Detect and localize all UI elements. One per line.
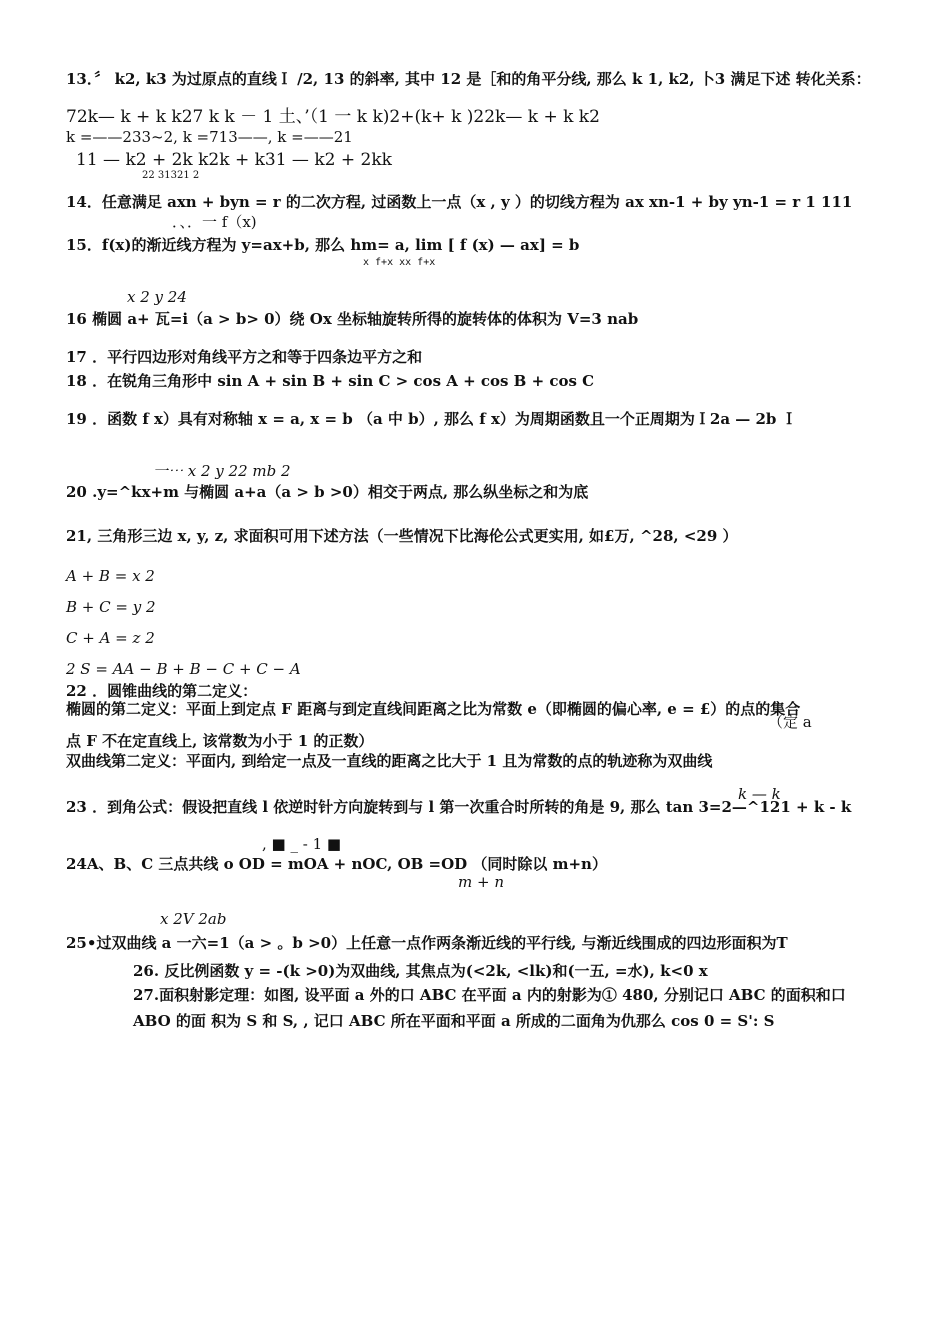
item-18-text: 18 ．在锐角三角形中 sin A + sin B + sin C > cos A + cos B + cos C [66, 372, 595, 390]
item-21-equation-3: C + A = z 2 [66, 629, 155, 647]
item-13-text: 13．〞 k2, k3 为过原点的直线Ｉ /2, 13 的斜率, 其中 12 是［和的角平分线, 那么 k 1, k2, 卜3 满足下述 转化关系： [66, 70, 871, 88]
item-17-text: 17 ．平行四边形对角线平方之和等于四条边平方之和 [66, 348, 423, 366]
item-22-title: 22 ．圆锥曲线的第二定义： [66, 682, 258, 700]
item-21-equation-1: A + B = x 2 [66, 567, 155, 585]
item-27-text: 27.面积射影定理：如图, 设平面 a 外的口 ABC 在平面 a 内的射影为① 480, 分别记口 ABC 的面积和口 [133, 986, 846, 1004]
item-25-numerator: x 2V 2ab [160, 910, 227, 928]
item-21-equation-4: 2 S = AA − B + B − C + C − A [66, 660, 301, 678]
item-21-text: 21, 三角形三边 x, y, z, 求面积可用下述方法（一些情况下比海伦公式更实用, 如£万, ^28, <29 ） [66, 527, 738, 545]
item-22-ellipse-note: （定 a [768, 713, 812, 731]
item-16-text: 16 椭圆 a+ 瓦=i（a > b> 0）绕 Ox 坐标轴旋转所得的旋转体的体积为 V=3 nab [66, 310, 639, 328]
item-24-fraction-top: , ■ _ - 1 ■ [262, 835, 342, 853]
item-13-formula-line-1: 72k— k + k k27 k k － 1 土、’（1 一 k k)2+(k+ k )22k— k + k k2 [66, 107, 600, 127]
item-24-text: 24A、B、C 三点共线 o OD = mOA + nOC, OB =OD （同时除以 m+n） [66, 855, 607, 873]
item-24-denominator: m + n [458, 873, 504, 891]
item-23-text: 23 ．到角公式：假设把直线 l 依逆时针方向旋转到与 l 第一次重合时所转的角是 9, 那么 tan 3=2—^121 + k - k [66, 798, 852, 816]
item-15-text: 15．f(x)的渐近线方程为 y=ax+b, 那么 hm= a, lim [ f (x) — ax] = b [66, 236, 580, 254]
item-20-text: 20 .y=^kx+m 与椭圆 a+a（a > b >0）相交于两点, 那么纵坐标之和为底 [66, 483, 589, 501]
item-26-text: 26. 反比例函数 y = -(k >0)为双曲线, 其焦点为(<2k, <lk)和(一五, =水), k<0 x [133, 962, 708, 980]
item-15-limit-subscripts: x f+x xx f+x [363, 257, 436, 268]
item-22-hyperbola-definition: 双曲线第二定义：平面内, 到给定一点及一直线的距离之比大于 1 且为常数的点的轨迹称为双曲线 [66, 752, 713, 770]
item-23-numerator: k — k [738, 785, 781, 803]
item-27-text-cont: ABO 的面 积为 S 和 S, , 记口 ABC 所在平面和平面 a 所成的二面角为仇那么 cos 0 = S': S [133, 1012, 775, 1030]
item-14-text: 14．任意满足 axn + byn = r 的二次方程, 过函数上一点（x , y ）的切线方程为 ax xn-1 + by yn-1 = r 1 111 [66, 193, 853, 211]
item-14-note: ．、．一 f（x) [172, 213, 257, 231]
item-19-text: 19 ．函数 f x）具有对称轴 x = a, x = b （a 中 b）, 那么 f x）为周期函数且一个正周期为Ｉ2a — 2b Ｉ [66, 410, 797, 428]
item-13-formula-line-3: 11 — k2 + 2k k2k + k31 — k2 + 2kk [76, 150, 392, 170]
item-20-numerator: 一⋯ x 2 y 22 mb 2 [153, 462, 291, 480]
item-22-ellipse-definition: 椭圆的第二定义：平面上到定点 F 距离与到定直线间距离之比为常数 e（即椭圆的偏心率, e = £）的点的集合 [66, 700, 801, 718]
item-13-formula-line-2: k =——233~2, k =713——, k =——21 [66, 128, 353, 146]
item-25-text: 25•过双曲线 a 一六=1（a > 。b >0）上任意一点作两条渐近线的平行线, 与渐近线围成的四边形面积为T [66, 934, 788, 952]
item-21-equation-2: B + C = y 2 [66, 598, 156, 616]
item-22-ellipse-definition-cont: 点 F 不在定直线上, 该常数为小于 1 的正数） [66, 732, 374, 750]
item-16-numerator: x 2 y 24 [127, 288, 187, 306]
item-13-formula-subscripts: 22 31321 2 [142, 170, 200, 181]
